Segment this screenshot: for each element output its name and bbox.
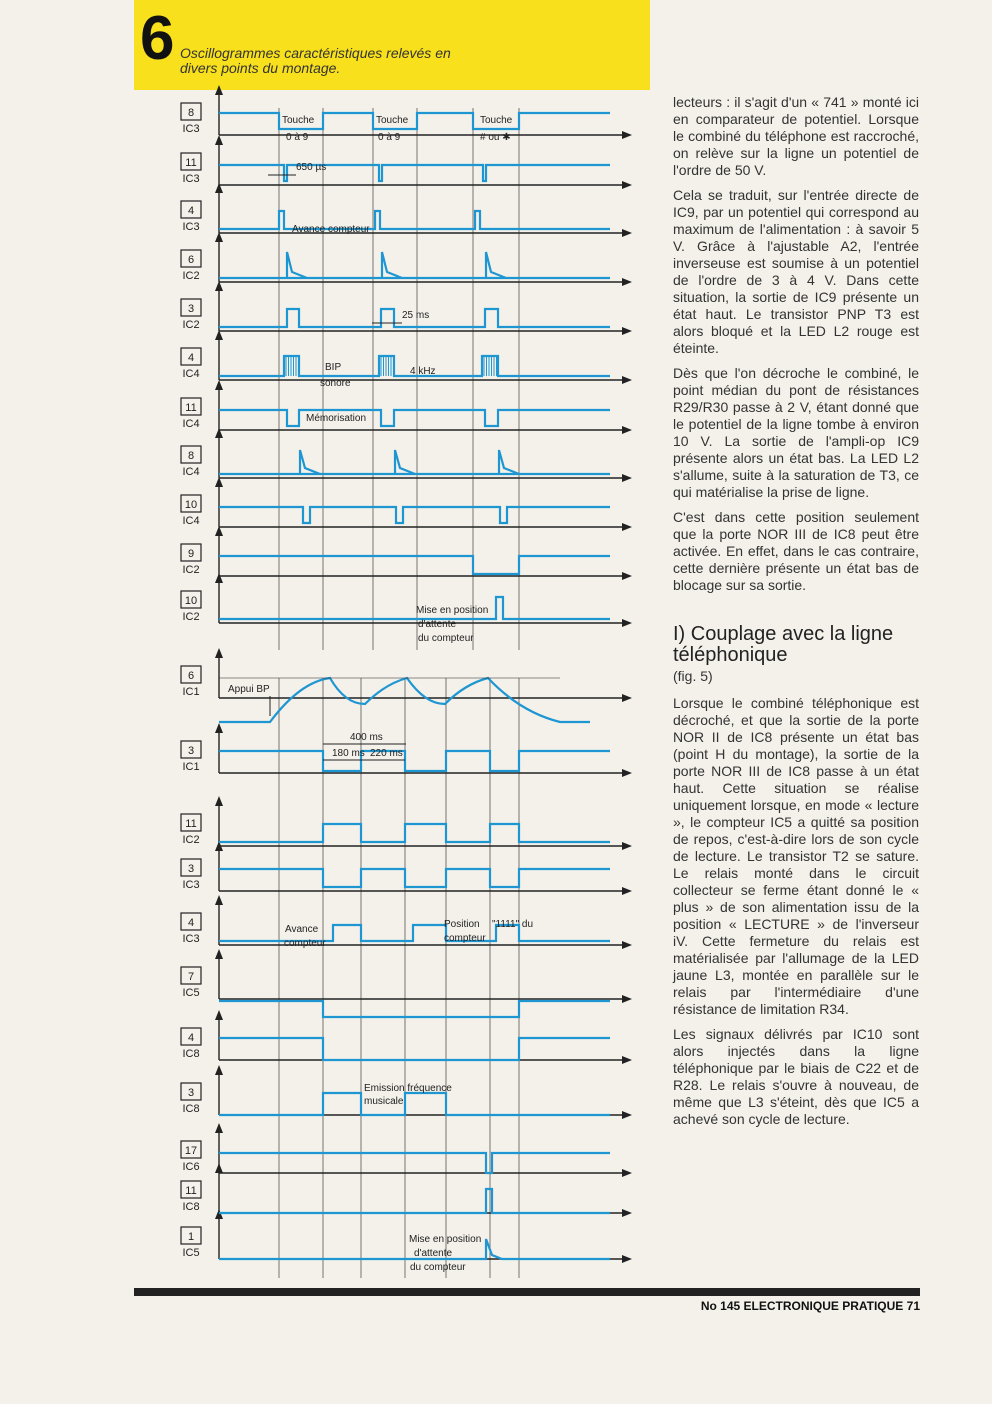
ann-appui: Appui BP (228, 684, 270, 695)
article-column (673, 94, 919, 1136)
y-axis-arrow (215, 85, 223, 95)
y-axis-arrow (215, 380, 223, 390)
pin-number: 4 (187, 1032, 195, 1044)
trace-11-ic4 (219, 410, 610, 426)
trace-3-ic1 (219, 751, 610, 771)
ann-touche1-b: 0 à 9 (286, 132, 309, 143)
pin-number: 8 (187, 107, 195, 119)
trace-6-ic2 (382, 252, 402, 278)
pin-number: 11 (185, 1185, 197, 1197)
pin-number: 3 (187, 303, 195, 315)
chip-label: IC4 (182, 515, 200, 527)
trace-4-ic3 (219, 211, 610, 229)
y-axis-arrow (215, 1123, 223, 1133)
pin-number: 6 (187, 254, 195, 266)
x-axis-arrow (622, 1111, 632, 1119)
pin-number: 11 (185, 818, 197, 830)
ann-touche3-b: # ou ✱ (480, 132, 511, 143)
ann-180ms: 180 ms (332, 748, 365, 759)
ann-avance-a: Avance (285, 924, 319, 935)
y-axis-arrow (215, 1010, 223, 1020)
ann-mise2-a: Mise en position (409, 1234, 482, 1245)
chip-label: IC5 (182, 987, 200, 999)
chip-label: IC1 (182, 761, 200, 773)
x-axis-arrow (622, 572, 632, 580)
ann-mise2-b: d'attente (414, 1248, 453, 1259)
ann-touche1-a: Touche (282, 115, 315, 126)
y-axis-arrow (215, 573, 223, 583)
chip-label: IC3 (182, 123, 200, 135)
chip-label: IC2 (182, 834, 200, 846)
figure-caption: Oscillogrammes caractéristiques relevés en divers points du montage. (180, 45, 451, 76)
ann-650us: 650 µs (296, 162, 327, 173)
article-p4: C'est dans cette position seulement que la porte NOR III de IC8 peut être activée. En effet, dans le cas contraire, cette dernière présente un état bas de blocage sur sa sortie. (673, 509, 919, 593)
pin-number: 17 (184, 1145, 198, 1157)
trace-7-ic5 (219, 1001, 610, 1017)
top-panel (181, 85, 632, 650)
trace-10-ic2 (219, 597, 610, 619)
x-axis-arrow (622, 131, 632, 139)
trace-8-ic4 (499, 450, 519, 474)
x-axis-arrow (622, 1209, 632, 1217)
chip-label: IC8 (182, 1201, 200, 1213)
pin-number: 7 (187, 971, 195, 983)
trace-3-ic8 (219, 1093, 610, 1115)
x-axis-arrow (622, 327, 632, 335)
y-axis-arrow (215, 796, 223, 806)
ann-memo: Mémorisation (306, 413, 367, 424)
section-title: I) Couplage avec la ligne téléphonique (673, 623, 894, 666)
chip-label: IC2 (182, 270, 200, 282)
pin-number: 3 (187, 1087, 195, 1099)
chip-label: IC2 (182, 564, 200, 576)
y-axis-arrow (215, 723, 223, 733)
x-axis-arrow (622, 1255, 632, 1263)
ann-mise-a: Mise en position (416, 605, 489, 616)
trace-8-ic4 (300, 450, 320, 474)
y-axis-arrow (215, 895, 223, 905)
chip-label: IC2 (182, 611, 200, 623)
pin-number: 3 (187, 863, 195, 875)
pin-number: 8 (187, 450, 195, 462)
ann-25ms: 25 ms (402, 310, 430, 321)
y-axis-arrow (215, 1163, 223, 1173)
page-footer: No 145 ELECTRONIQUE PRATIQUE 71 (700, 1299, 920, 1313)
trace-11-ic8 (219, 1189, 610, 1213)
section-subtitle: (fig. 5) (673, 668, 713, 684)
trace-8-ic4 (395, 450, 415, 474)
x-axis-arrow (622, 278, 632, 286)
figure-number: 6 (140, 4, 175, 73)
y-axis-arrow (215, 648, 223, 658)
pin-number: 10 (184, 595, 198, 607)
y-axis-arrow (215, 949, 223, 959)
pin-number: 11 (185, 157, 197, 169)
ann-emis-b: musicale (364, 1096, 404, 1107)
ann-sonore: sonore (320, 378, 351, 389)
pin-number: 4 (187, 917, 195, 929)
pin-number: 4 (187, 205, 195, 217)
ann-touche2-b: 0 à 9 (378, 132, 401, 143)
ann-mise-b: d'attente (418, 619, 457, 630)
trace-6-ic2 (486, 252, 506, 278)
trace-9-ic2 (219, 556, 610, 574)
trace-3-ic3 (219, 869, 610, 887)
ann-4khz: 4 kHz (410, 366, 436, 377)
y-axis-arrow (215, 1065, 223, 1075)
chip-label: IC8 (182, 1048, 200, 1060)
trace-4-ic3 (219, 925, 610, 941)
ann-pos-b: "1111" du (492, 919, 534, 930)
ann-400ms: 400 ms (350, 732, 383, 743)
bottom-rule (134, 1288, 920, 1296)
trace-11-ic2 (219, 824, 610, 842)
x-axis-arrow (622, 694, 632, 702)
x-axis-arrow (622, 1056, 632, 1064)
chip-label: IC3 (182, 879, 200, 891)
ann-mise2-c: du compteur (410, 1262, 466, 1273)
bottom-panel (181, 648, 632, 1278)
article-p3: Dès que l'on décroche le combiné, le point médian du pont de résistances R29/R30 passe à 2 V, étant donné que le potentiel de la ligne tombe à environ 10 V. La sortie de l'ampli-op IC9 présente alors un état bas. La LED L2 s'allume, suite à la saturation de T3, ce qui matérialise la prise de ligne. (673, 365, 919, 500)
ann-touche3-a: Touche (480, 115, 513, 126)
chip-label: IC3 (182, 221, 200, 233)
x-axis-arrow (622, 181, 632, 189)
trace-17-ic6 (219, 1153, 610, 1173)
trace-6-ic2 (287, 252, 307, 278)
chip-label: IC8 (182, 1103, 200, 1115)
chip-label: IC4 (182, 418, 200, 430)
annotations (228, 115, 533, 1273)
x-axis-arrow (622, 619, 632, 627)
article-p6: Les signaux délivrés par IC10 sont alors injectés dans la ligne téléphonique par le biais de C22 et de R28. Le relais s'ouvre à nouveau, de même que L3 s'éteint, dès que IC5 a achevé son cycle de lecture. (673, 1026, 919, 1127)
ann-220ms: 220 ms (370, 748, 403, 759)
article-p1: lecteurs : il s'agit d'un « 741 » monté ici en comparateur de potentiel. Lorsque le combiné du téléphone est raccroché, on relève sur la ligne un potentiel de l'ordre de 50 V. (673, 94, 919, 178)
article-p5: Lorsque le combiné téléphonique est décroché, et que la sortie de la porte NOR II de IC8 présente un état bas (point H du montage), la sortie de la porte NOR III de IC8 passe à un état haut. Cette situation se réalise uniquement lorsque, en mode « lecture », le compteur IC5 a quitté sa position de repos, c'est-à-dire lors de son cycle de lecture. Le transistor T2 se sature. Le relais monté dans le circuit collecteur se ferme étant donné le « plus » de son alimentation issu de la position « LECTURE » de l'inverseur iV. Cette fermeture du relais est matérialisée par l'allumage de la LED jaune L3, montée en parallèle sur le relais par l'intermédiaire d'une résistance de limitation R34. (673, 695, 919, 1017)
x-axis-arrow (622, 376, 632, 384)
ann-bip: BIP (325, 362, 342, 373)
trace-10-ic4 (219, 507, 610, 523)
chip-label: IC4 (182, 368, 200, 380)
ann-avance-b: compteur (284, 938, 326, 949)
x-axis-arrow (622, 1169, 632, 1177)
pin-number: 3 (187, 745, 195, 757)
x-axis-arrow (622, 941, 632, 949)
x-axis-arrow (622, 887, 632, 895)
y-axis-arrow (215, 135, 223, 145)
x-axis-arrow (622, 229, 632, 237)
ann-emis-a: Emission fréquence (364, 1083, 452, 1094)
pin-number: 1 (187, 1231, 195, 1243)
x-axis-arrow (622, 769, 632, 777)
chip-label: IC3 (182, 173, 200, 185)
x-axis-arrow (622, 842, 632, 850)
x-axis-arrow (622, 523, 632, 531)
ann-mise-c: du compteur (418, 633, 474, 644)
article-p2: Cela se traduit, sur l'entrée directe de IC9, par un potentiel qui correspond au maximum de l'alimentation : à savoir 5 V. Grâce à l'ajustable A2, l'entrée inverseuse est soumise à un potentiel de l'ordre de 3 à 4 V. Dans cette situation, la sortie de IC9 présente un état haut. Le transistor PNP T3 est alors bloqué et la LED L2 rouge est éteinte. (673, 187, 919, 356)
chip-label: IC2 (182, 319, 200, 331)
x-axis-arrow (622, 995, 632, 1003)
x-axis-arrow (622, 474, 632, 482)
chip-label: IC6 (182, 1161, 200, 1173)
trace-8-ic3 (219, 113, 610, 129)
pin-number: 10 (184, 499, 198, 511)
pin-number: 4 (187, 352, 195, 364)
x-axis-arrow (622, 426, 632, 434)
chip-label: IC3 (182, 933, 200, 945)
pin-number: 9 (187, 548, 195, 560)
trace-6-ic1 (219, 678, 590, 722)
trace-4-ic8 (219, 1038, 610, 1060)
pin-number: 11 (185, 402, 197, 414)
ann-avance: Avance compteur (292, 224, 370, 235)
ann-pos-c: compteur (444, 933, 486, 944)
trace-11-ic3 (219, 165, 610, 181)
chip-label: IC1 (182, 686, 200, 698)
pin-number: 6 (187, 670, 195, 682)
chip-label: IC4 (182, 466, 200, 478)
ann-touche2-a: Touche (376, 115, 409, 126)
ann-pos-a: Position (444, 919, 480, 930)
chip-label: IC5 (182, 1247, 200, 1259)
